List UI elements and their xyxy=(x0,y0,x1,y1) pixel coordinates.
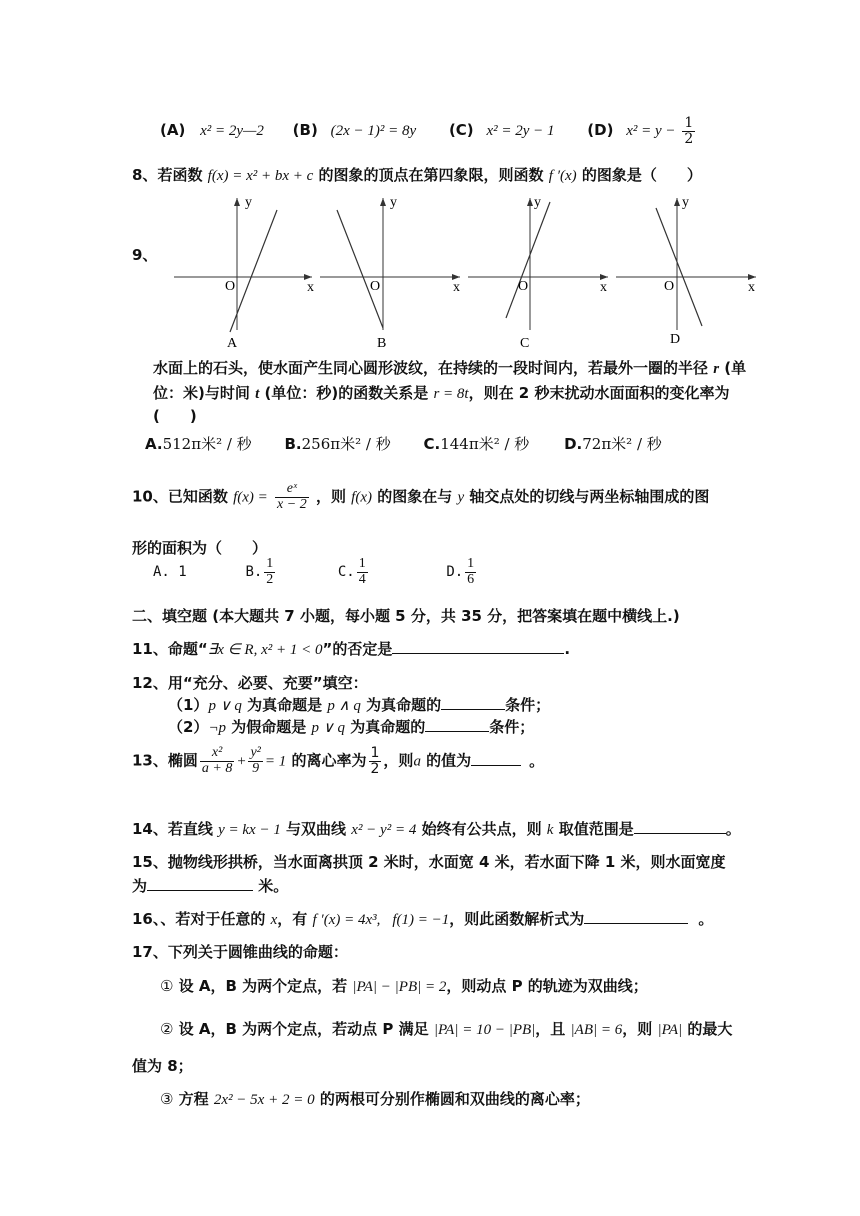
q12-s2-expr-a: ¬p xyxy=(208,720,227,736)
fraction-numerator: x² xyxy=(200,746,234,762)
q17-number: 17、 xyxy=(132,943,168,961)
graph-a-label: A xyxy=(227,336,238,350)
q13-text-b: 的离心率为 xyxy=(286,751,367,770)
q17-item1-expr: |PA| − |PB| = 2 xyxy=(352,979,447,995)
fraction-denominator: 2 xyxy=(266,571,274,587)
q17-item2-expr2: |AB| = 6 xyxy=(570,1022,623,1038)
q17-item2-text-c: ，则 xyxy=(622,1020,658,1038)
q11-text-b: ”的否定是 xyxy=(322,640,393,658)
q7-option-d-label: (D) xyxy=(587,121,614,140)
q7-option-c-label: (C) xyxy=(448,121,474,140)
q10-text-b: ，则 xyxy=(315,487,352,506)
graph-c-origin: O xyxy=(518,279,529,294)
fraction-numerator: 1 xyxy=(358,556,366,571)
q17-item1-text-a: 设 A，B 为两个定点，若 xyxy=(173,977,353,995)
q14-text-a: 若直线 xyxy=(167,820,219,838)
q14-number: 14、 xyxy=(132,820,168,838)
q8-number: 8、 xyxy=(132,166,158,184)
fraction-denominator: 2 xyxy=(370,760,380,777)
fraction-denominator: 9 xyxy=(252,760,260,776)
q12-s1-text-e: 条件； xyxy=(505,696,551,714)
q10-option-b-label: B. xyxy=(245,564,263,581)
q17-item3-text-a: 方程 xyxy=(173,1090,214,1108)
fraction-denominator: 6 xyxy=(467,571,475,587)
q17-title xyxy=(132,941,348,962)
q17-item2-marker: ② xyxy=(160,1020,174,1038)
q9-expr: r = 8t xyxy=(433,386,469,402)
q10-option-a: A. 1 xyxy=(153,564,187,581)
graph-d-y-label: y xyxy=(682,195,689,210)
q12-s2-text-d: 为真命题的 xyxy=(345,718,426,736)
q17-item1-marker: ① xyxy=(160,977,174,995)
q15-line-1 xyxy=(132,851,726,872)
q8-expr2: f ′(x) xyxy=(548,168,577,184)
q17-item-1 xyxy=(160,975,648,996)
q11-answer-blank[interactable] xyxy=(392,638,564,654)
q11-expr: ∃x ∈ R, x² + 1 < 0 xyxy=(207,642,323,658)
q7-option-b-label: (B) xyxy=(292,121,318,140)
q13-text-a: 椭圆 xyxy=(167,751,198,770)
q15-line-2 xyxy=(132,875,288,896)
graph-d-label: D xyxy=(670,332,681,347)
q17-item-2-line-2: 值为 8； xyxy=(132,1057,193,1075)
fraction-numerator: 1 xyxy=(684,115,694,131)
q7-option-a-expr: x² = 2y—2 xyxy=(200,123,264,140)
q10-var-y: y xyxy=(457,489,465,506)
q16-answer-blank[interactable] xyxy=(584,908,688,924)
graph-a-y-label: y xyxy=(245,195,252,210)
graph-a-x-label: x xyxy=(307,280,314,295)
graph-d-x-label: x xyxy=(748,280,755,295)
q12-s2-text-e: 条件； xyxy=(489,718,535,736)
graph-c-y-label: y xyxy=(534,195,541,210)
q9-line-1 xyxy=(153,357,746,378)
q9-option-d-label: D. xyxy=(564,435,583,453)
q13-number: 13、 xyxy=(132,751,168,770)
q12-number: 12、 xyxy=(132,674,168,692)
q16-var-x: x xyxy=(270,912,278,928)
q13-fraction-2 xyxy=(248,746,262,776)
q10-option-b xyxy=(245,557,329,587)
q10-text-d: 轴交点处的切线与两坐标轴围成的图 xyxy=(464,487,710,506)
graph-d-origin: O xyxy=(664,279,675,294)
q9-line2-text: 位：米)与时间 xyxy=(153,384,256,402)
q13-answer-blank[interactable] xyxy=(471,750,521,766)
q10-option-c-fraction xyxy=(357,557,368,587)
question-13 xyxy=(132,746,544,776)
q16-number: 16、 xyxy=(132,910,161,928)
q7-option-d-expr: x² = y − xyxy=(626,123,676,140)
q9-option-d-value: 72π米² / 秒 xyxy=(582,435,662,453)
graphs-svg xyxy=(170,190,760,350)
q17-item-3 xyxy=(160,1088,590,1109)
fraction-numerator: 1 xyxy=(370,745,380,761)
q15-answer-blank[interactable] xyxy=(147,875,253,891)
q12-s1-text-d: 为真命题的 xyxy=(360,696,442,714)
q16-expr1: f ′(x) = 4x³, xyxy=(312,912,381,928)
q11-end: . xyxy=(564,640,571,658)
graph-b-y-label: y xyxy=(390,195,397,210)
q9-line1-end: (单 xyxy=(719,359,747,377)
graph-a-origin: O xyxy=(225,279,236,294)
q11-text-a: 命题“ xyxy=(167,640,208,658)
q17-item2-expr3: |PA| xyxy=(657,1022,683,1038)
answer-graphs xyxy=(170,190,760,350)
q13-eccentricity xyxy=(369,746,382,776)
q9-option-c-value: 144π米² / 秒 xyxy=(440,435,530,453)
q7-option-d-fraction xyxy=(682,116,695,146)
q8-text-a: 若函数 xyxy=(157,166,208,184)
q9-line2-end: ，则在 2 秒末扰动水面面积的变化率为 xyxy=(468,384,730,402)
q12-subitem-1 xyxy=(168,694,550,715)
q11-number: 11、 xyxy=(132,640,168,658)
q9-option-b-value: 256π米² / 秒 xyxy=(301,435,391,453)
q12-s2-answer-blank[interactable] xyxy=(425,716,489,732)
q13-end: 。 xyxy=(529,751,545,770)
q9-option-b-label: B. xyxy=(284,435,302,453)
q10-option-d xyxy=(446,557,526,587)
question-11 xyxy=(132,638,570,659)
q14-expr2: x² − y² = 4 xyxy=(351,822,417,838)
q17-item3-marker: ③ xyxy=(160,1090,174,1108)
q15-line2-text: 为 xyxy=(132,877,148,895)
fraction-denominator: 2 xyxy=(684,130,694,147)
q14-end: 。 xyxy=(725,820,741,838)
q9-option-c-label: C. xyxy=(423,435,441,453)
q9-line1-text: 水面上的石头，使水面产生同心圆形波纹，在持续的一段时间内，若最外一圈的半径 xyxy=(153,359,714,377)
q14-var-k: k xyxy=(546,822,554,838)
q10-fraction xyxy=(275,482,309,512)
q17-item2-expr1: |PA| = 10 − |PB| xyxy=(433,1022,536,1038)
fraction-denominator: a + 8 xyxy=(201,760,233,776)
question-10 xyxy=(132,482,709,512)
q16-expr2: f(1) = −1 xyxy=(392,912,450,928)
q7-option-b-expr: (2x − 1)² = 8y xyxy=(330,123,417,140)
q10-line-2: 形的面积为（ ） xyxy=(132,539,268,557)
fraction-denominator: 4 xyxy=(358,571,366,587)
q9-paren: ( ) xyxy=(153,407,197,425)
fraction-numerator: eˣ xyxy=(275,482,309,498)
q9-options xyxy=(145,433,662,454)
q14-expr1: y = kx − 1 xyxy=(218,822,281,838)
fraction-numerator: 1 xyxy=(467,556,475,571)
q12-s1-expr-a: p ∨ q xyxy=(208,698,242,714)
graph-c-x-label: x xyxy=(600,280,607,295)
q9-var-t: t xyxy=(255,386,260,402)
q15-line1-text: 抛物线形拱桥，当水面离拱顶 2 米时，水面宽 4 米，若水面下降 1 米，则水面宽度 xyxy=(167,853,726,871)
q15-number: 15、 xyxy=(132,853,168,871)
q13-fraction-1 xyxy=(200,746,234,776)
fraction-numerator: 1 xyxy=(266,556,274,571)
q12-s2-text-b: 为假命题是 xyxy=(226,718,312,736)
q14-text-b: 与双曲线 xyxy=(280,820,352,838)
q13-plus: + xyxy=(236,753,247,770)
q10-fx: f(x) = xyxy=(233,489,268,506)
q17-item2-text-b: ，且 xyxy=(535,1020,571,1038)
q7-options xyxy=(160,116,697,146)
q9-line2-mid: (单位：秒)的函数关系是 xyxy=(259,384,434,402)
fraction-denominator: x − 2 xyxy=(277,496,307,512)
q16-text-c: ，则此函数解析式为 xyxy=(449,910,585,928)
q13-text-c: ，则 xyxy=(383,751,414,770)
q10-option-c-label: C. xyxy=(337,564,355,581)
q17-item3-expr: 2x² − 5x + 2 = 0 xyxy=(213,1092,315,1108)
q15-line2-end: 米。 xyxy=(253,877,289,895)
q14-answer-blank[interactable] xyxy=(634,818,726,834)
fraction-numerator: y² xyxy=(250,745,261,760)
q12-title-text: 用“充分、必要、充要”填空： xyxy=(167,674,368,692)
q12-s1-answer-blank[interactable] xyxy=(441,694,505,710)
q12-s2-expr-c: p ∨ q xyxy=(311,720,345,736)
question-14 xyxy=(132,818,741,839)
q16-end: 。 xyxy=(698,910,714,928)
q10-text-c: 的图象在与 xyxy=(372,487,458,506)
q13-text-d: 的值为 xyxy=(420,751,472,770)
q8-expr1: f(x) = x² + bx + c xyxy=(207,168,314,184)
q10-number: 10、 xyxy=(132,487,168,506)
q14-text-d: 取值范围是 xyxy=(553,820,634,838)
q17-item3-text-b: 的两根可分别作椭圆和双曲线的离心率； xyxy=(314,1090,590,1108)
q12-s1-text-b: 为真命题是 xyxy=(241,696,328,714)
q12-s2-label: （2） xyxy=(168,718,209,736)
q10-option-d-fraction xyxy=(465,557,476,587)
q8-text-b: 的图象的顶点在第四象限，则函数 xyxy=(313,166,549,184)
q13-var-a: a xyxy=(413,753,421,770)
q7-option-a-label: (A) xyxy=(160,121,186,140)
q14-text-c: 始终有公共点，则 xyxy=(416,820,547,838)
q8-text-c: 的图象是（ ） xyxy=(576,166,702,184)
q10-fx2: f(x) xyxy=(351,489,372,506)
q9-line-2 xyxy=(153,382,729,403)
q17-item1-text-b: ，则动点 P 的轨迹为双曲线； xyxy=(446,977,648,995)
q10-text-a: 已知函数 xyxy=(167,487,234,506)
section-2-heading: 二、填空题 (本大题共 7 小题，每小题 5 分，共 35 分，把答案填在题中横线上.) xyxy=(132,607,680,625)
q17-item-2 xyxy=(160,1018,732,1039)
q9-var-r: r xyxy=(713,361,720,377)
graph-b-label: B xyxy=(377,336,387,350)
q9-option-a-label: A. xyxy=(145,435,163,453)
q16-text-b: ，有 xyxy=(277,910,313,928)
q17-item2-text-a: 设 A，B 为两个定点，若动点 P 满足 xyxy=(173,1020,434,1038)
q13-equals: = 1 xyxy=(264,753,287,770)
question-16 xyxy=(132,908,713,929)
q9-option-a-value: 512π米² / 秒 xyxy=(162,435,252,453)
q10-option-b-fraction xyxy=(264,557,275,587)
q12-title xyxy=(132,672,368,693)
q16-text-a: 、若对于任意的 xyxy=(160,910,271,928)
q17-item2-text-d: 的最大 xyxy=(682,1020,733,1038)
graph-b-x-label: x xyxy=(453,280,460,295)
q12-s1-expr-c: p ∧ q xyxy=(327,698,361,714)
q9-number: 9、 xyxy=(132,246,158,264)
graph-b-origin: O xyxy=(370,279,381,294)
q10-options xyxy=(153,557,526,587)
graph-c-label: C xyxy=(520,336,530,350)
q7-option-c-expr: x² = 2y − 1 xyxy=(486,123,555,140)
q17-title-text: 下列关于圆锥曲线的命题： xyxy=(167,943,348,961)
q10-option-c xyxy=(338,557,438,587)
q12-s1-label: （1） xyxy=(168,696,209,714)
q10-option-d-label: D. xyxy=(446,564,464,581)
question-8 xyxy=(132,164,702,185)
q12-subitem-2 xyxy=(168,716,534,737)
